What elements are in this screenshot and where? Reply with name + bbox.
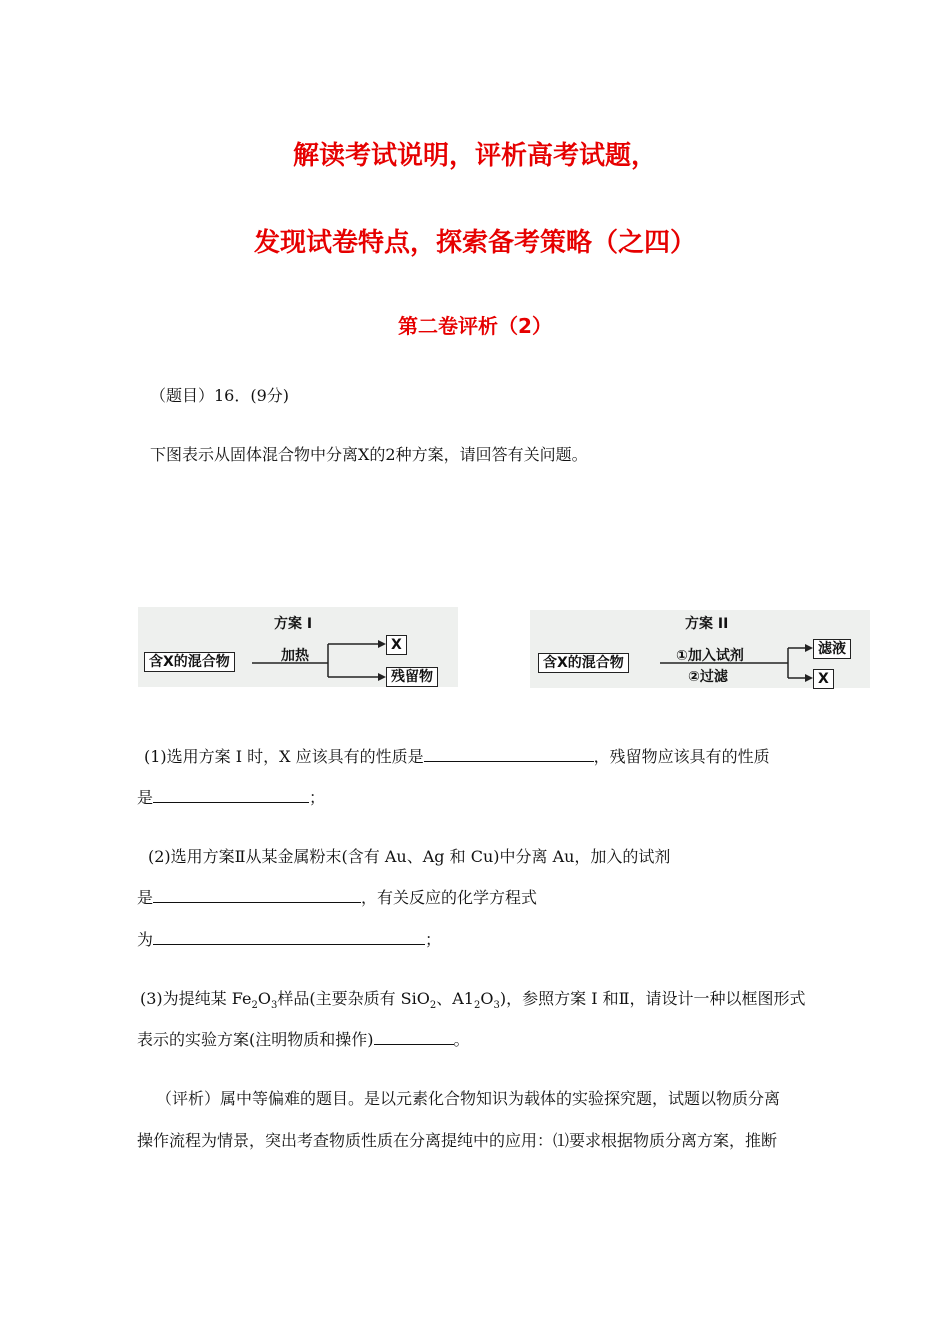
diagram-scheme-2-step1: ①加入试剂	[676, 648, 744, 664]
part-3-line-1	[140, 988, 805, 1017]
part-3-text-a: (3)为提纯某 Fe	[140, 989, 252, 1008]
diagram-scheme-2	[530, 610, 870, 688]
part-3-text-h: 。	[453, 1030, 470, 1049]
part-3-sub-1: 2	[251, 1000, 258, 1012]
answer-blank-1b[interactable]	[153, 786, 309, 803]
part-1-text-d: ；	[309, 788, 326, 807]
diagram-scheme-2-start: 含X的混合物	[538, 653, 629, 673]
question-heading: （题目）16．(9分)	[150, 386, 290, 405]
title-line-1: 解读考试说明，评析高考试题，	[292, 141, 657, 171]
diagram-scheme-1	[138, 607, 458, 687]
part-3-sub-3: 2	[429, 1000, 437, 1012]
question-intro: 下图表示从固体混合物中分离X的2种方案，请回答有关问题。	[150, 445, 588, 464]
title-line-2: 发现试卷特点，探索备考策略（之四）	[253, 228, 696, 258]
diagram-scheme-1-out-residue: 残留物	[386, 667, 438, 687]
part-3-sub-4: 2	[473, 1000, 481, 1012]
part-2-text-d: 为	[137, 930, 154, 949]
part-2-line-2	[137, 886, 537, 909]
part-2-text-e: ；	[425, 930, 442, 949]
part-1-text-a: (1)选用方案 I 时，X 应该具有的性质是	[144, 747, 424, 766]
answer-blank-3[interactable]	[374, 1028, 454, 1045]
section-subtitle: 第二卷评析（2）	[398, 314, 552, 338]
part-3-text-f: )，参照方案 I 和Ⅱ，请设计一种以框图形式	[499, 989, 806, 1008]
part-3-sub-5: 3	[493, 1000, 500, 1012]
part-3-text-e: O	[480, 989, 494, 1008]
diagram-scheme-2-out-filtrate: 滤液	[813, 639, 851, 659]
part-3-text-c: 样品(主要杂质有 SiO	[277, 989, 430, 1008]
diagram-scheme-2-step2: ②过滤	[688, 669, 728, 685]
part-3-text-g: 表示的实验方案(注明物质和操作)	[137, 1030, 374, 1049]
diagram-scheme-1-title: 方案 I	[274, 616, 313, 632]
part-1-line-1	[144, 745, 770, 768]
part-3-sub-2: 3	[270, 1000, 278, 1012]
answer-blank-2b[interactable]	[153, 928, 425, 945]
part-2-line-1: (2)选用方案Ⅱ从某金属粉末(含有 Au、Ag 和 Cu)中分离 Au，加入的试剂	[148, 847, 671, 866]
part-2-text-c: ，有关反应的化学方程式	[361, 888, 538, 907]
analysis-line-2: 操作流程为情景，突出考查物质性质在分离提纯中的应用：⑴要求根据物质分离方案，推断	[137, 1131, 778, 1150]
diagram-scheme-1-operation: 加热	[281, 648, 309, 664]
part-3-text-b: O	[257, 989, 271, 1008]
diagram-scheme-2-title: 方案 II	[685, 616, 729, 632]
answer-blank-1a[interactable]	[424, 745, 594, 762]
part-1-text-c: 是	[137, 788, 154, 807]
diagram-scheme-1-start: 含X的混合物	[144, 652, 235, 672]
diagram-scheme-1-out-x: X	[386, 635, 407, 655]
part-3-text-d: 、A1	[436, 989, 474, 1008]
part-1-text-b: ，残留物应该具有的性质	[593, 747, 770, 766]
part-1-line-2	[137, 786, 325, 809]
part-2-line-3	[137, 928, 441, 951]
answer-blank-2a[interactable]	[153, 886, 361, 903]
analysis-line-1: （评析）属中等偏难的题目。是以元素化合物知识为载体的实验探究题，试题以物质分离	[156, 1089, 781, 1108]
diagram-scheme-2-out-x: X	[813, 669, 834, 689]
part-2-text-b: 是	[137, 888, 154, 907]
part-3-line-2	[137, 1028, 470, 1051]
